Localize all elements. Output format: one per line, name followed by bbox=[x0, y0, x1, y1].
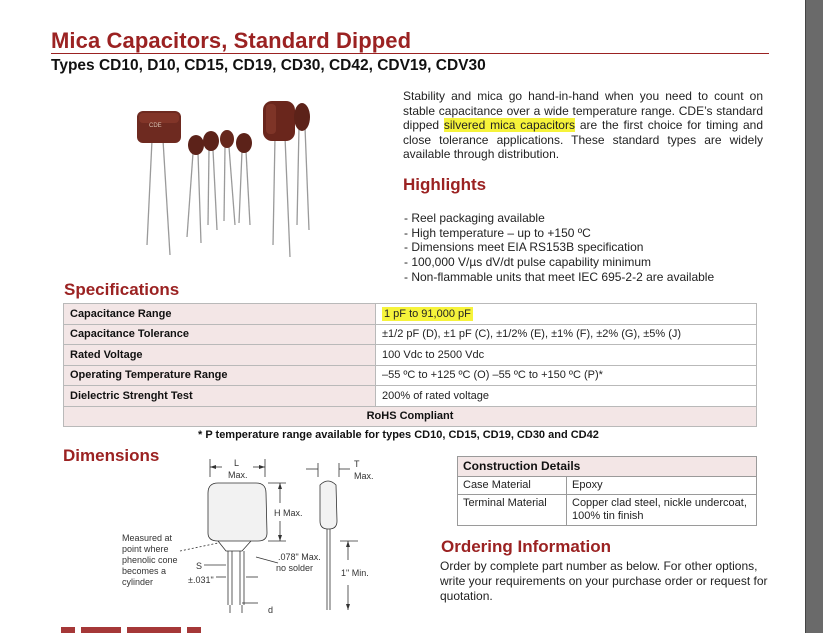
ordering-text: Order by complete part number as below. For other options, write your requirements on your purchase order or request for quotation. bbox=[440, 559, 768, 603]
dimensions-heading: Dimensions bbox=[63, 446, 160, 465]
highlight-item: - 100,000 V/µs dV/dt pulse capability minimum bbox=[404, 255, 652, 270]
specifications-table bbox=[63, 303, 757, 427]
table-row bbox=[64, 365, 757, 386]
spec-value bbox=[376, 304, 757, 325]
dim-label-measured: phenolic cone bbox=[122, 555, 178, 565]
dim-label-l: L bbox=[234, 458, 240, 468]
spec-label: Operating Temperature Range bbox=[64, 365, 376, 386]
dim-label-solder: no solder bbox=[276, 563, 314, 573]
capacitor-marking: CDE bbox=[149, 123, 162, 129]
spec-value: –55 ºC to +125 ºC (O) –55 ºC to +150 ºC (P)* bbox=[376, 365, 757, 386]
spec-label: Capacitance Tolerance bbox=[64, 324, 376, 345]
ordering-heading: Ordering Information bbox=[441, 537, 611, 556]
dim-label-d: d bbox=[268, 605, 274, 615]
dim-label-t-max: Max. bbox=[354, 471, 374, 481]
dim-label-t: T bbox=[354, 459, 360, 469]
table-row bbox=[64, 324, 757, 345]
table-row bbox=[64, 386, 757, 407]
next-heading-cutoff bbox=[61, 627, 201, 633]
table-row bbox=[458, 477, 757, 495]
table-row bbox=[64, 345, 757, 366]
highlight-item: - Reel packaging available bbox=[404, 211, 545, 225]
dim-label-measured: Measured at bbox=[122, 533, 173, 543]
table-row bbox=[64, 304, 757, 325]
spec-label: Capacitance Range bbox=[64, 304, 376, 325]
specifications-heading: Specifications bbox=[64, 280, 180, 299]
rohs-row: RoHS Compliant bbox=[64, 406, 757, 427]
construction-value: Epoxy bbox=[567, 477, 757, 495]
title-rule bbox=[51, 53, 769, 54]
dim-label-s-tol: ±.031" bbox=[188, 575, 214, 585]
spec-value: 100 Vdc to 2500 Vdc bbox=[376, 345, 757, 366]
dim-label-measured: cylinder bbox=[122, 577, 154, 587]
construction-name: Case Material bbox=[458, 477, 567, 495]
page-title: Mica Capacitors, Standard Dipped bbox=[51, 28, 412, 53]
spec-value: ±1/2 pF (D), ±1 pF (C), ±1/2% (E), ±1% (F), ±2% (G), ±5% (J) bbox=[376, 324, 757, 345]
dim-label-solder: .078" Max. bbox=[278, 552, 321, 562]
construction-name: Terminal Material bbox=[458, 495, 567, 526]
capacitors-photo bbox=[125, 95, 345, 265]
highlights-list bbox=[404, 211, 714, 285]
dim-label-measured: becomes a bbox=[122, 566, 167, 576]
dim-label-s: S bbox=[196, 561, 203, 571]
table-row bbox=[64, 406, 757, 427]
construction-table bbox=[457, 456, 757, 526]
intro-paragraph bbox=[403, 89, 763, 162]
highlight-item: - Non-flammable units that meet IEC 695-2-2 are available bbox=[404, 269, 715, 284]
dim-label-h-max: H Max. bbox=[274, 508, 303, 518]
table-row bbox=[458, 495, 757, 526]
dim-label-lead-min: 1" Min. bbox=[341, 568, 369, 578]
dim-label-measured: point where bbox=[122, 544, 169, 554]
highlight-item: - Dimensions meet EIA RS153B specification bbox=[404, 240, 644, 255]
spec-value: 200% of rated voltage bbox=[376, 386, 757, 407]
spec-footnote: * P temperature range available for types CD10, CD15, CD19, CD30 and CD42 bbox=[198, 429, 599, 441]
dim-label-l-max: Max. bbox=[228, 470, 248, 480]
highlights-heading: Highlights bbox=[403, 175, 487, 194]
construction-value: Copper clad steel, nickle undercoat, 100% tin finish bbox=[567, 495, 757, 526]
intro-highlighted-text: silvered mica capacitors bbox=[443, 118, 575, 133]
intro-text-1: Stability and mica go hand-in-hand when you need to count on stable capacitance over a wide temperature range. CDE’s standard dipped bbox=[403, 89, 763, 133]
spec-value-highlighted: 1 pF to 91,000 pF bbox=[384, 307, 471, 320]
viewer-background bbox=[806, 0, 823, 633]
page-subtitle: Types CD10, D10, CD15, CD19, CD30, CD42, CDV19, CDV30 bbox=[51, 57, 486, 74]
construction-heading: Construction Details bbox=[458, 457, 757, 477]
spec-label: Dielectric Strenght Test bbox=[64, 386, 376, 407]
spec-label: Rated Voltage bbox=[64, 345, 376, 366]
intro-text-2: are the first choice for timing and close tolerance applications. These standard types are widely available through distribution. bbox=[403, 118, 763, 162]
dimensions-drawing bbox=[118, 455, 388, 623]
table-row bbox=[458, 457, 757, 477]
highlight-item: - High temperature – up to +150 ºC bbox=[404, 225, 591, 240]
